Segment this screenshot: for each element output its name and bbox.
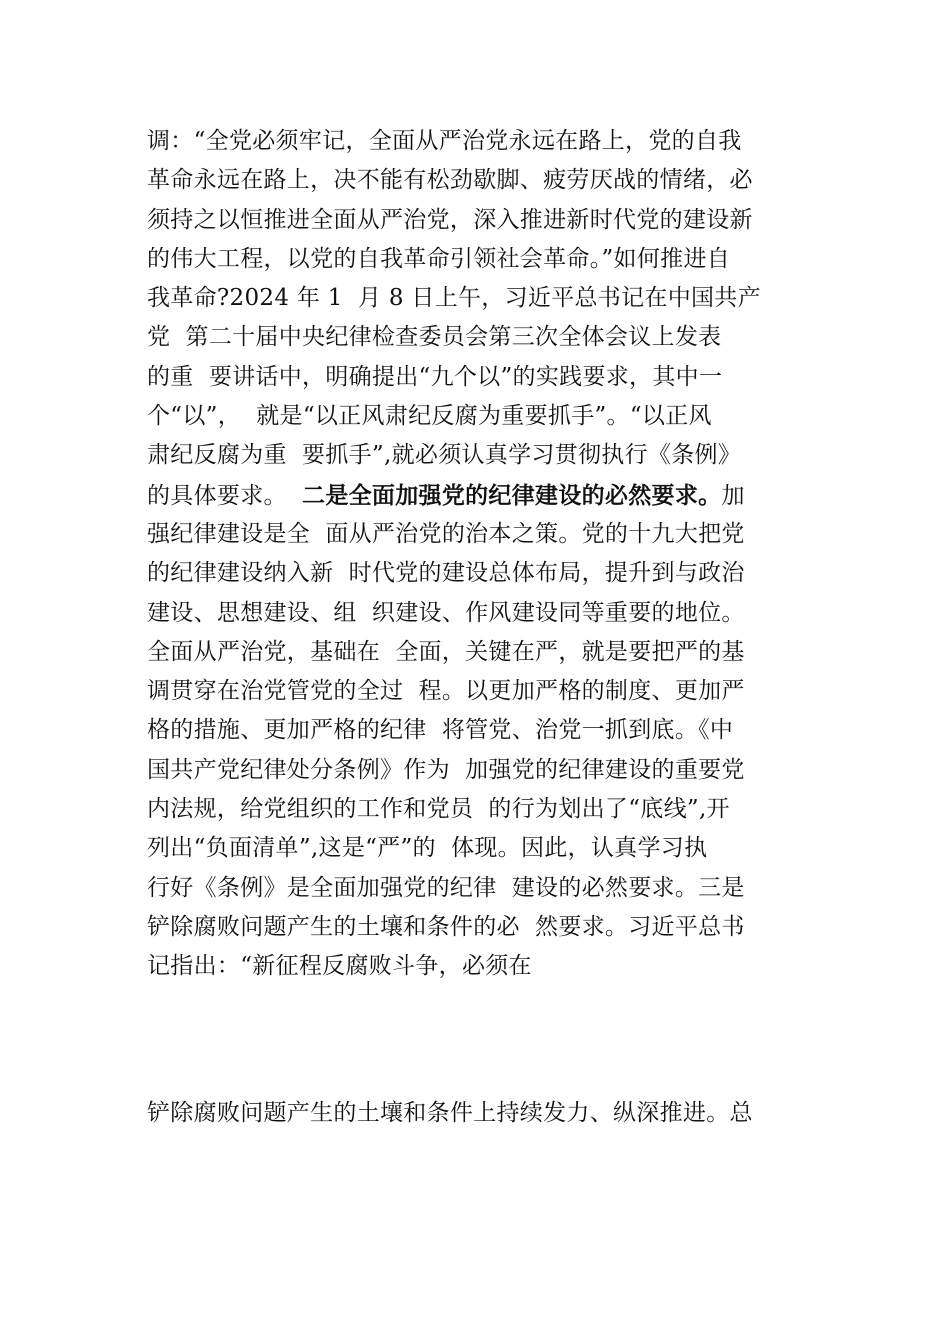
text-segment: 的具体要求。 — [147, 482, 303, 509]
text-line: 铲除腐败问题产生的土壤和条件的必 然要求。习近平总书 — [147, 913, 745, 940]
text-line: 调贯穿在治党管党的全过 程。以更加严格的制度、更加严 — [147, 678, 745, 705]
text-line: 个“以”， 就是“以正风肃纪反腐为重要抓手”。“以正风 — [147, 403, 712, 430]
body-text — [147, 122, 807, 987]
text-line: 肃纪反腐为重 要抓手”,就必须认真学习贯彻执行《条例》 — [147, 442, 742, 469]
text-line: 格的措施、更加严格的纪律 将管党、治党一抓到底。《中 — [147, 717, 734, 744]
text-line: 我革命?2024 年 1 月 8 日上午，习近平总书记在中国共产 — [147, 285, 761, 312]
text-line: 国共产党纪律处分条例》作为 加强党的纪律建设的重要党 — [147, 756, 745, 783]
text-line: 调：“全党必须牢记，全面从严治党永远在路上，党的自我 — [147, 128, 742, 154]
text-line: 的伟大工程，以党的自我革命引领社会革命。”如何推进自 — [147, 245, 731, 272]
text-line: 革命永远在路上，决不能有松劲歇脚、疲劳厌战的情绪，必 — [147, 167, 753, 194]
text-line: 行好《条例》是全面加强党的纪律 建设的必然要求。三是 — [147, 874, 745, 901]
body-text-continued — [147, 1094, 807, 1133]
text-line: 的重 要讲话中，明确提出“九个以”的实践要求，其中一 — [147, 363, 723, 390]
bold-heading: 二是全面加强党的纪律建设的必然要求。 — [302, 481, 722, 509]
text-line: 列出“负面清单”,这是“严”的 体现。因此，认真学习执 — [147, 835, 708, 862]
text-line: 的纪律建设纳入新 时代党的建设总体布局，提升到与政治 — [147, 560, 745, 587]
text-line-with-heading — [147, 476, 807, 515]
text-line: 强纪律建设是全 面从严治党的治本之策。党的十九大把党 — [147, 520, 745, 547]
text-line: 内法规，给党组织的工作和党员 的行为划出了“底线”,开 — [147, 796, 730, 823]
text-line: 记指出：“新征程反腐败斗争，必须在 — [147, 953, 532, 980]
text-segment: 加 — [721, 482, 745, 509]
text-line: 铲除腐败问题产生的土壤和条件上持续发力、纵深推进。总 — [147, 1100, 753, 1126]
text-line: 全面从严治党，基础在 全面，关键在严，就是要把严的基 — [147, 638, 745, 665]
text-line: 党 第二十届中央纪律检查委员会第三次全体会议上发表 — [147, 324, 722, 351]
text-line: 建设、思想建设、组 织建设、作风建设同等重要的地位。 — [147, 599, 745, 626]
text-line: 须持之以恒推进全面从严治党，深入推进新时代党的建设新 — [147, 206, 753, 233]
